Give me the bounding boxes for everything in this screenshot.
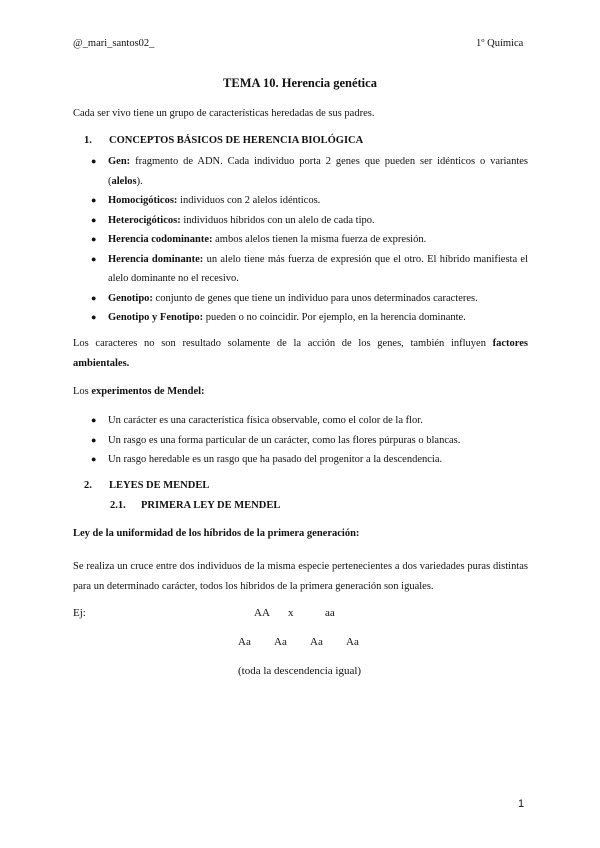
example-parent-2: aa: [325, 607, 335, 619]
section-2-1-heading: [110, 500, 280, 511]
page-title: TEMA 10. Herencia genética: [223, 76, 377, 90]
example-offspring: Aa: [274, 636, 287, 648]
bullet-icon: ●: [91, 234, 97, 244]
header-username: @_mari_santos02_: [73, 38, 155, 49]
list-item: [88, 289, 528, 309]
bullet-icon: ●: [91, 214, 97, 225]
term: Homocigóticos:: [108, 195, 178, 206]
list-item: [88, 211, 528, 231]
example-note: (toda la descendencia igual): [238, 665, 362, 677]
factors-text: Los caracteres no son resultado solamente de la acción de los genes, también influyen: [73, 338, 493, 349]
list-item: [88, 152, 528, 191]
bullet-icon: ●: [91, 253, 97, 264]
definition: individuos con 2 alelos idénticos.: [177, 195, 321, 206]
example-cross: x: [288, 607, 294, 619]
term: Gen:: [108, 156, 131, 167]
intro-paragraph: Cada ser vivo tiene un grupo de características heredadas de sus padres.: [73, 108, 375, 119]
definition: pueden o no coincidir. Por ejemplo, en la herencia dominante.: [203, 312, 466, 323]
definition: un alelo tiene más fuerza de expresión que el otro. El híbrido manifiesta el alelo dominante no el recesivo.: [108, 253, 528, 284]
term: Genotipo:: [108, 292, 153, 304]
term: Genotipo y Fenotipo:: [108, 312, 204, 323]
example-offspring: Aa: [310, 636, 323, 648]
section-title: LEYES DE MENDEL: [109, 480, 210, 491]
example-label: Ej:: [73, 607, 86, 619]
bullet-icon: ●: [91, 415, 97, 425]
list-item: [88, 450, 528, 470]
term-alelos: alelos: [111, 175, 137, 187]
list-text: Un rasgo heredable es un rasgo que ha pasado del progenitor a la descendencia.: [108, 454, 443, 465]
term: Herencia dominante:: [108, 253, 204, 265]
example-offspring: Aa: [238, 636, 251, 648]
definition: conjunto de genes que tiene un individuo para unos determinados caracteres.: [152, 292, 478, 304]
section-title: CONCEPTOS BÁSICOS DE HERENCIA BIOLÓGICA: [109, 135, 364, 146]
factors-bold: factores ambientales.: [73, 338, 528, 369]
mendel-bold: experimentos de Mendel:: [91, 386, 205, 397]
definition: individuos híbridos con un alelo de cada tipo.: [180, 214, 375, 226]
page-number: 1: [518, 798, 525, 810]
list-item: [88, 230, 528, 250]
section-2-heading: [84, 480, 209, 491]
bullet-icon: ●: [91, 292, 97, 303]
concepts-list: [88, 152, 528, 328]
section-1-heading: [84, 135, 363, 146]
definition: ambos alelos tienen la misma fuerza de expresión.: [212, 234, 427, 245]
mendel-intro: [73, 382, 528, 402]
section-number: 1.: [84, 135, 92, 146]
mendel-list: [88, 411, 528, 470]
list-item: [88, 250, 528, 289]
bullet-icon: ●: [91, 312, 97, 322]
bullet-icon: ●: [91, 156, 97, 166]
bullet-icon: ●: [91, 454, 97, 464]
list-item: [88, 191, 528, 211]
law-title: [73, 528, 359, 539]
law-title-text: Ley de la uniformidad de los híbridos de la primera generación:: [73, 528, 360, 539]
example-offspring: Aa: [346, 636, 359, 648]
list-item: [88, 411, 528, 431]
definition-end: ).: [136, 175, 143, 187]
law-paragraph: Se realiza un cruce entre dos individuos de la misma especie pertenecientes a dos variedades puras distintas para un determinado carácter, todos los híbridos de la primera generación son iguales.: [73, 561, 528, 592]
factors-paragraph: [73, 334, 528, 373]
list-item: [88, 308, 528, 328]
list-item: [88, 431, 528, 451]
definition: fragmento de ADN. Cada individuo porta 2 genes que pueden ser idénticos o variantes (: [108, 156, 528, 187]
example-parent-1: AA: [254, 607, 270, 619]
section-number: 2.: [84, 480, 92, 491]
header-course: 1º Química: [476, 38, 524, 49]
term: Heterocigóticos:: [108, 214, 181, 226]
bullet-icon: ●: [91, 434, 97, 445]
mendel-prefix: Los: [73, 386, 92, 397]
list-text: Un carácter es una característica física observable, como el color de la flor.: [108, 415, 423, 426]
bullet-icon: ●: [91, 195, 97, 205]
section-number: 2.1.: [110, 500, 126, 511]
list-text: Un rasgo es una forma particular de un carácter, como las flores púrpuras o blancas.: [108, 434, 461, 446]
section-title: PRIMERA LEY DE MENDEL: [141, 500, 281, 511]
term: Herencia codominante:: [108, 234, 213, 245]
